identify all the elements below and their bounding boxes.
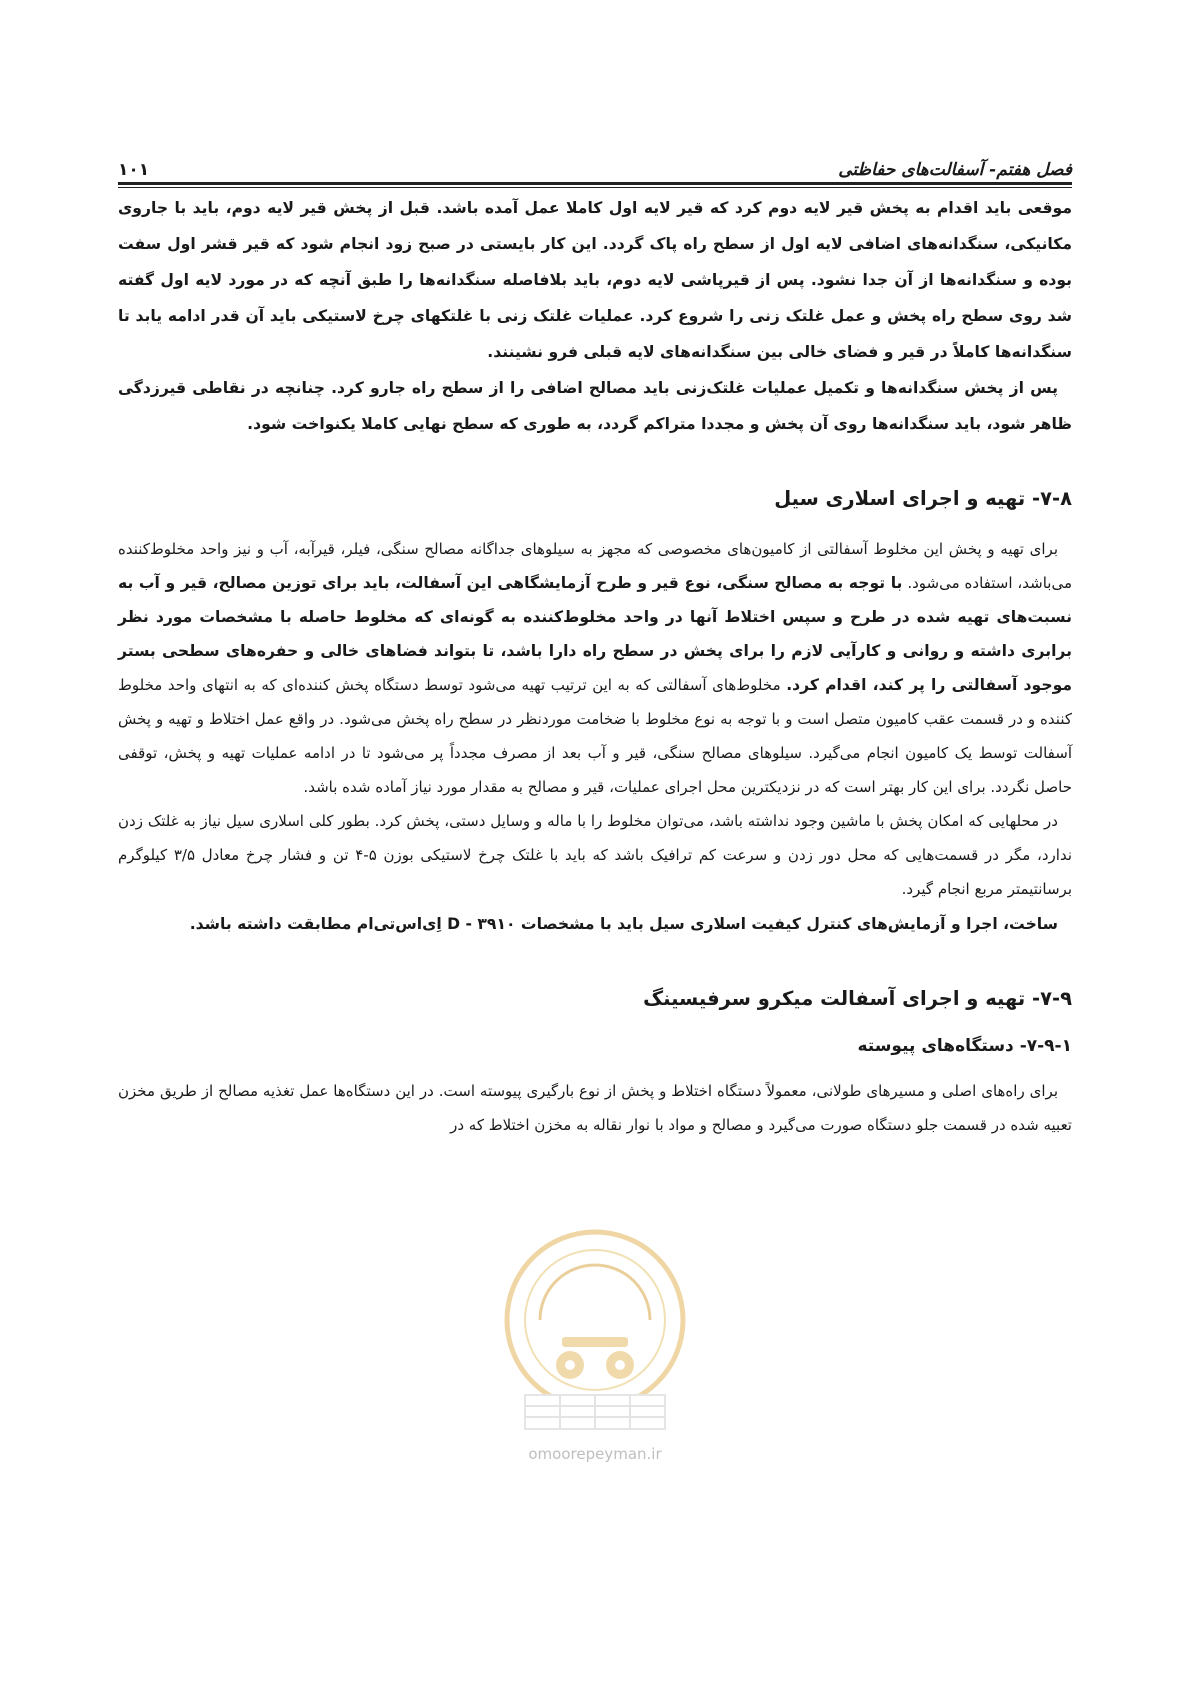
paragraph: پس از پخش سنگدانه‌ها و تکمیل عملیات غلتک‌زنی باید مصالح اضافی را از سطح راه جارو کرد. چنانچه در نقاطی قیرزدگی ظاهر شود، باید سنگدانه‌ها روی آن پخش و مجددا متراکم گردد، به طوری که سطح نهایی کاملا یکنواخت شود.: [118, 379, 1072, 433]
section-heading: ۷-۹- تهیه و اجرای آسفالت میکرو سرفیسینگ: [643, 987, 1072, 1010]
page-number: ۱۰۱: [118, 160, 150, 180]
paragraph-text: برای تهیه و پخش این مخلوط آسفالتی از کامیون‌های مخصوصی که مجهز به سیلوهای جداگانه مصالح سنگی، فیلر، قیرآبه، آب و نیز واحد مخلوط‌کننده می‌باشد، استفاده می‌شود.: [118, 540, 1072, 592]
section-heading: ۷-۸- تهیه و اجرای اسلاری سیل: [774, 487, 1072, 510]
paragraph-text: مخلوط‌های آسفالتی که به این ترتیب تهیه می‌شود توسط دستگاه پخش کننده‌ای که به انتهای واحد مخلوط کننده و در قسمت عقب کامیون متصل است و با توجه به نوع مخلوط با ضخامت موردنظر در سطح راه پخش می‌شود. در واقع عمل اختلاط و تهیه و پخش آسفالت توسط یک کامیون انجام می‌گیرد. سیلوهای مصالح سنگی، قیر و آب بعد از مصرف مجدداً پر می‌شود تا در ادامه عملیات تهیه و پخش، توقفی حاصل نگردد. برای این کار بهتر است که در نزدیکترین محل اجرای عملیات، قیر و مصالح به مقدار مورد نیاز آماده شده باشد.: [118, 676, 1072, 796]
paragraph: موقعی باید اقدام به پخش قیر لایه دوم کرد که قیر لایه اول کاملا عمل آمده باشد. قبل از پخش قیر لایه دوم، باید با جاروی مکانیکی، سنگدانه‌های اضافی لایه اول از سطح راه پاک گردد. این کار بایستی در صبح زود انجام شود که قیر قشر اول سفت بوده و سنگدانه‌ها از آن جدا نشود. پس از قیرپاشی لایه دوم، باید بلافاصله سنگدانه‌ها را طبق آنچه که در مورد لایه اول گفته شد روی سطح راه پخش و عمل غلتک زنی را شروع کرد. عملیات غلتک زنی با غلتکهای چرخ لاستیکی باید آن قدر ادامه یابد تا سنگدانه‌ها کاملاً در قیر و فضای خالی بین سنگدانه‌های لایه قبلی فرو نشینند.: [118, 199, 1072, 361]
header-rule: [118, 182, 1072, 185]
subsection-heading: ۷-۹-۱- دستگاه‌های پیوسته: [857, 1036, 1072, 1056]
paragraph: برای راه‌های اصلی و مسیرهای طولانی، معمولاً دستگاه اختلاط و پخش از نوع بارگیری پیوسته است. در این دستگاه‌ها عمل تغذیه مصالح از طریق مخزن تعبیه شده در قسمت جلو دستگاه صورت می‌گیرد و مصالح و مواد با نوار نقاله به مخزن اختلاط که در: [118, 1082, 1072, 1134]
page-header: [118, 146, 1072, 180]
watermark-logo-icon: [500, 1225, 690, 1440]
watermark-caption: omoorepeyman.ir: [528, 1445, 662, 1463]
paragraph-bold-text: با توجه به مصالح سنگی، نوع قیر و طرح آزمایشگاهی این آسفالت، باید برای توزین مصالح، قیر و آب به نسبت‌های تهیه شده در طرح و سپس اختلاط آنها در واحد مخلوط‌کننده به گونه‌ای که مخلوط حاصله با مشخصات مورد نظر برابری داشته و روانی و کارآیی لازم را برای پخش در سطح راه دارا باشد، تا بتواند فضاهای خالی و حفره‌های سطحی بستر موجود آسفالتی را پر کند، اقدام کرد.: [118, 574, 1072, 694]
header-rule-thin: [118, 187, 1072, 188]
paragraph: در محلهایی که امکان پخش با ماشین وجود نداشته باشد، می‌توان مخلوط را با ماله و وسایل دستی، پخش کرد. بطور کلی اسلاری سیل نیاز به غلتک زدن ندارد، مگر در قسمت‌هایی که محل دور زدن و سرعت کم ترافیک باشد که باید با غلتک چرخ لاستیکی بوزن ۵-۴ تن و فشار چرخ معادل ۳/۵ کیلوگرم برسانتیمتر مربع انجام گیرد.: [118, 812, 1073, 898]
page-body: [118, 190, 1072, 1142]
paragraph: ساخت، اجرا و آزمایش‌های کنترل کیفیت اسلاری سیل باید با مشخصات D - ۳۹۱۰ اِی‌اس‌تی‌ام مطابقت داشته باشد.: [189, 915, 1058, 933]
watermark: [500, 1225, 690, 1475]
chapter-title: فصل هفتم- آسفالت‌های حفاظتی: [838, 160, 1072, 180]
paragraph: [118, 532, 1072, 804]
